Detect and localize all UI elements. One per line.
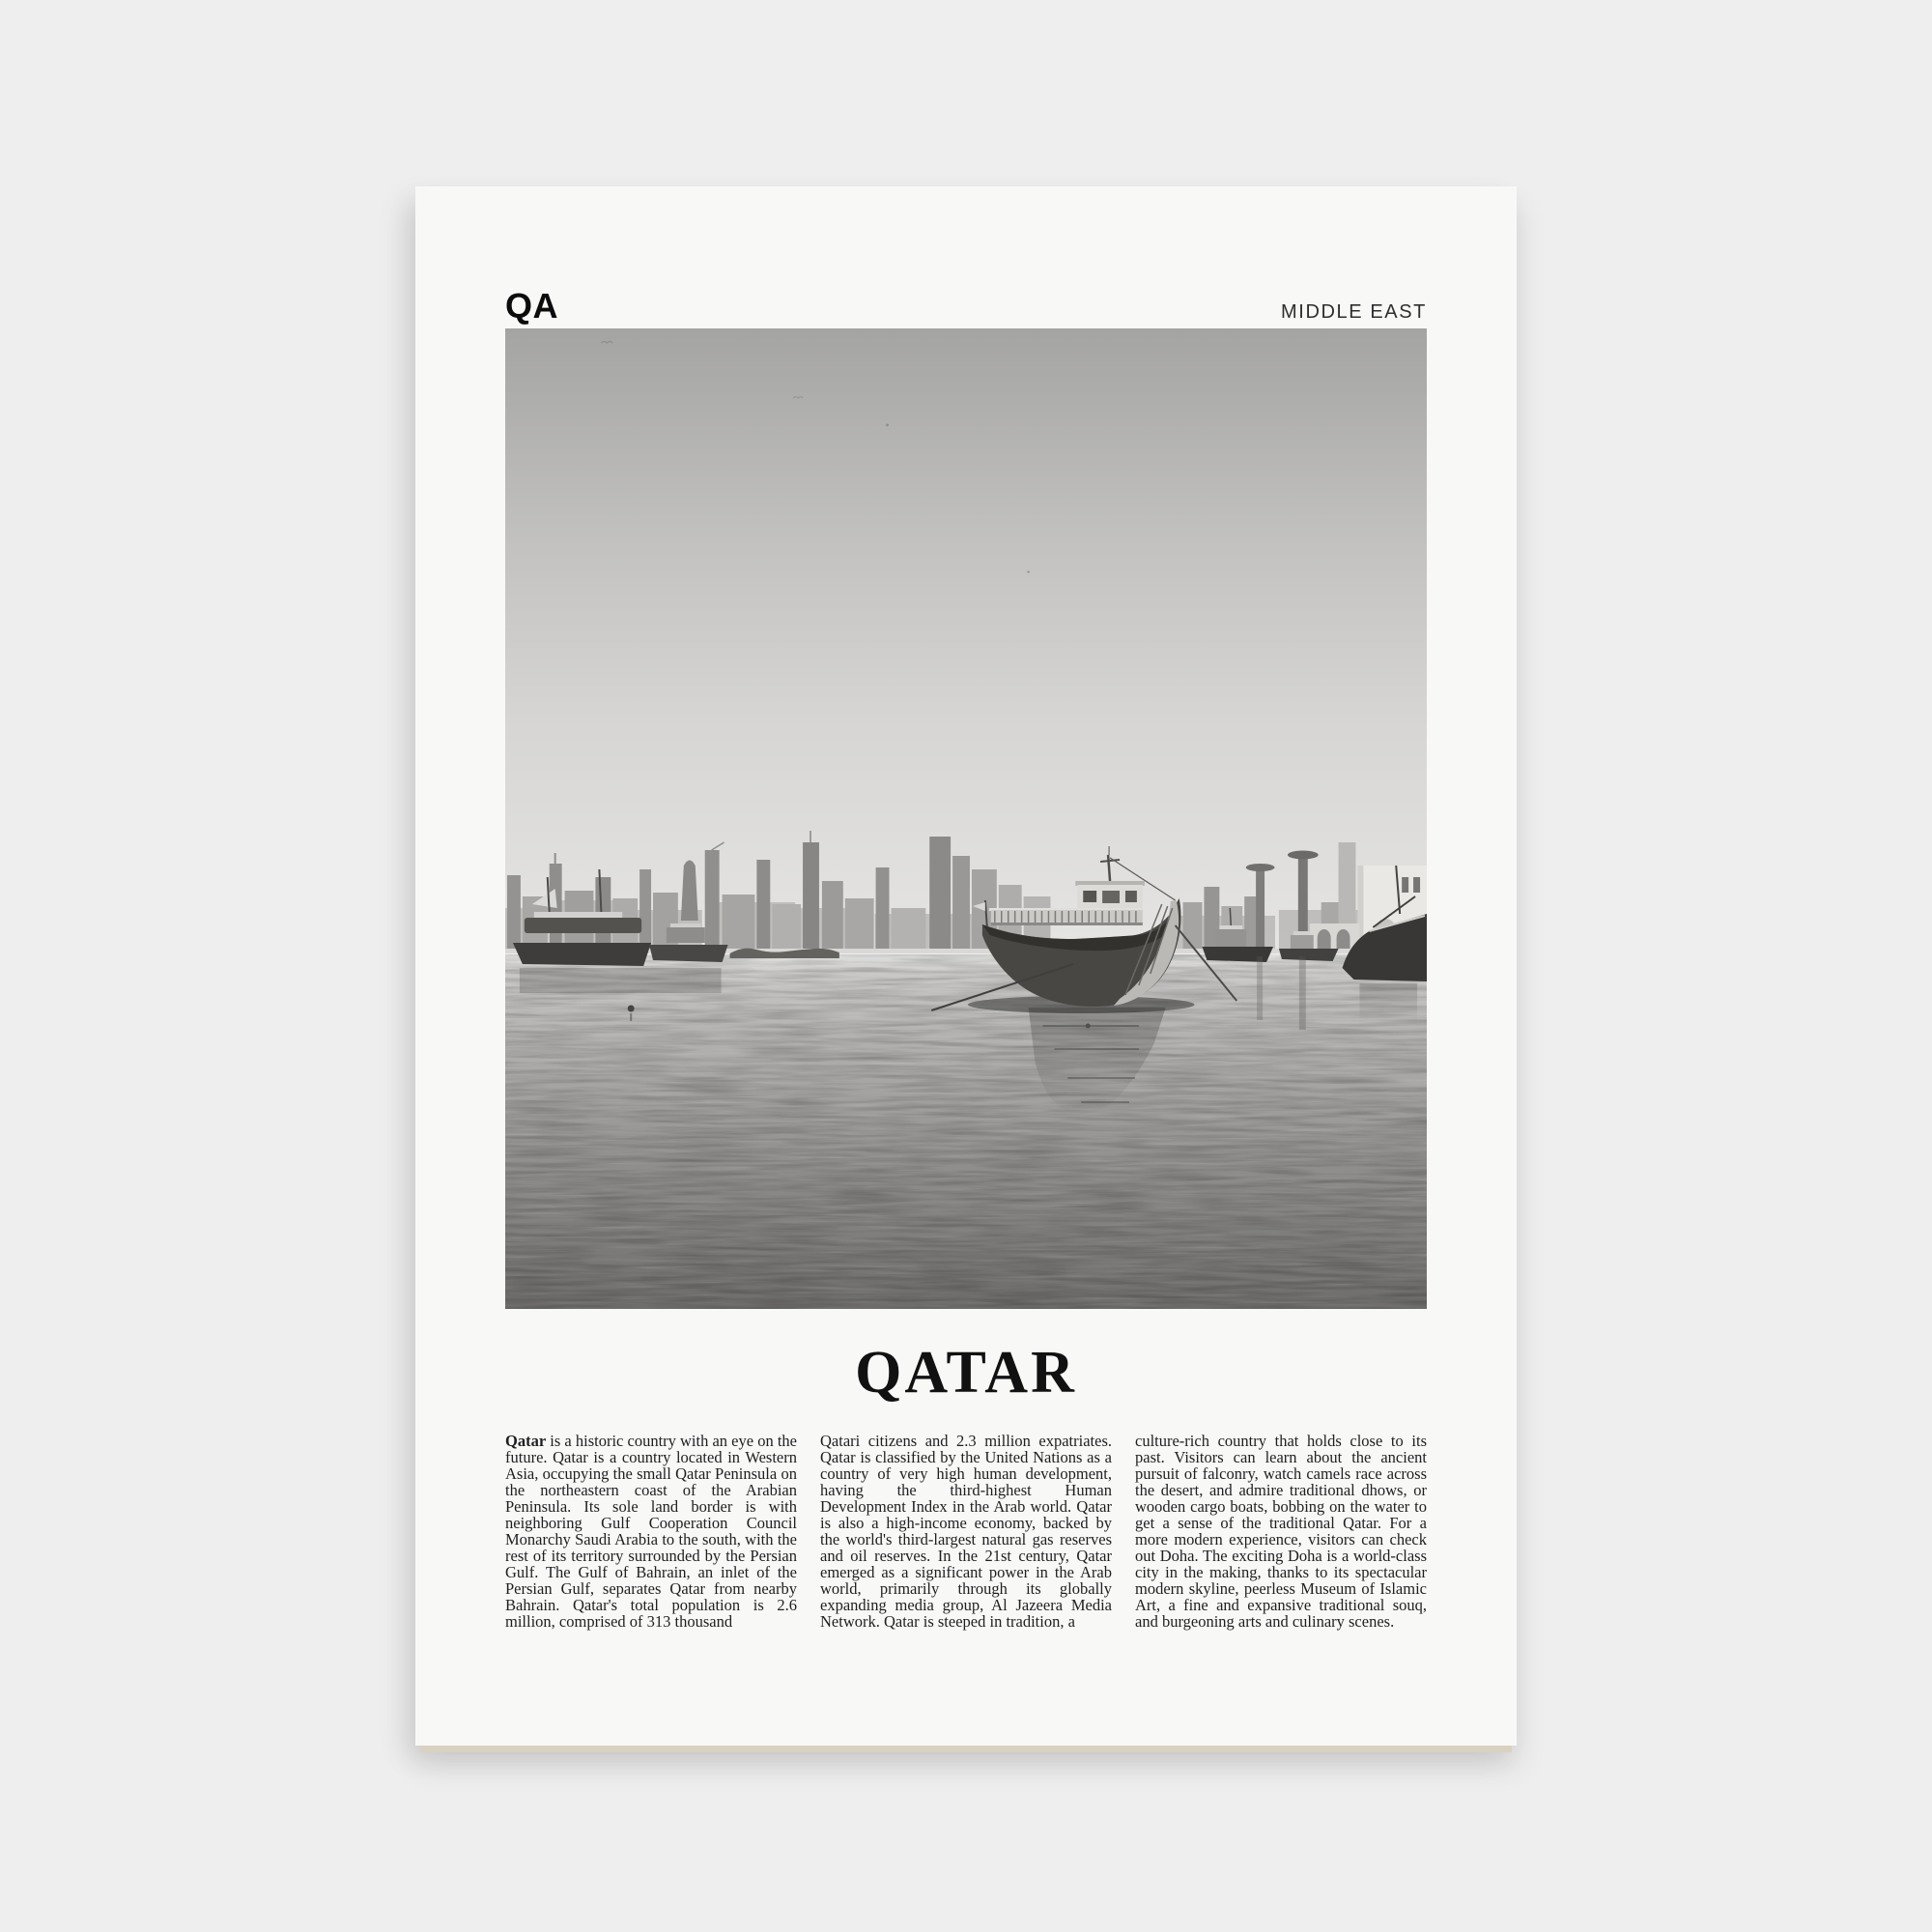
body-column-1-text: is a historic country with an eye on the future. Qatar is a country located in Western Asia, occupying the small Qatar Peninsula on the northeastern coast of the Arabian Peninsula. Its sole land border is with neighboring Gulf Cooperation Council Monarchy Saudi Arabia to the south, with the rest of its territory surrounded by the Persian Gulf. The Gulf of Bahrain, an inlet of the Persian Gulf, separates Qatar from nearby Bahrain. Qatar's total population is 2.6 million, comprised of 313 thousand: [505, 1432, 797, 1631]
region-label: MIDDLE EAST: [1281, 301, 1427, 323]
hero-photo: [505, 328, 1427, 1309]
water: [505, 949, 1427, 1309]
lead-word: Qatar: [505, 1432, 547, 1450]
country-code-label: QA: [505, 286, 558, 326]
body-column-3: culture-rich country that holds close to its past. Visitors can learn about the ancient pursuit of falconry, watch camels race across the desert, and admire traditional dhows, or wooden cargo boats, bobbing on the water to get a sense of the traditional Qatar. For a more modern experience, visitors can check out Doha. The exciting Doha is a world-class city in the making, thanks to its spectacular modern skyline, peerless Museum of Islamic Art, a fine and expansive traditional souq, and burgeoning arts and culinary scenes.: [1135, 1432, 1427, 1631]
poster-title: QATAR: [855, 1340, 1077, 1406]
travel-poster: [415, 186, 1517, 1746]
poster-header: [505, 286, 1427, 326]
body-column-2: Qatari citizens and 2.3 million expatriates. Qatar is classified by the United Nations as a country of very high human development, having the third-highest Human Development Index in the Arab world. Qatar is also a high-income economy, backed by the world's third-largest natural gas reserves and oil reserves. In the 21st century, Qatar emerged as a significant power in the Arab world, primarily through its globally expanding media group, Al Jazeera Media Network. Qatar is steeped in tradition, a: [820, 1432, 1112, 1631]
body-column-1: [505, 1433, 797, 1630]
doha-harbour-scene: [505, 328, 1427, 1309]
body-text: [505, 1433, 1427, 1630]
